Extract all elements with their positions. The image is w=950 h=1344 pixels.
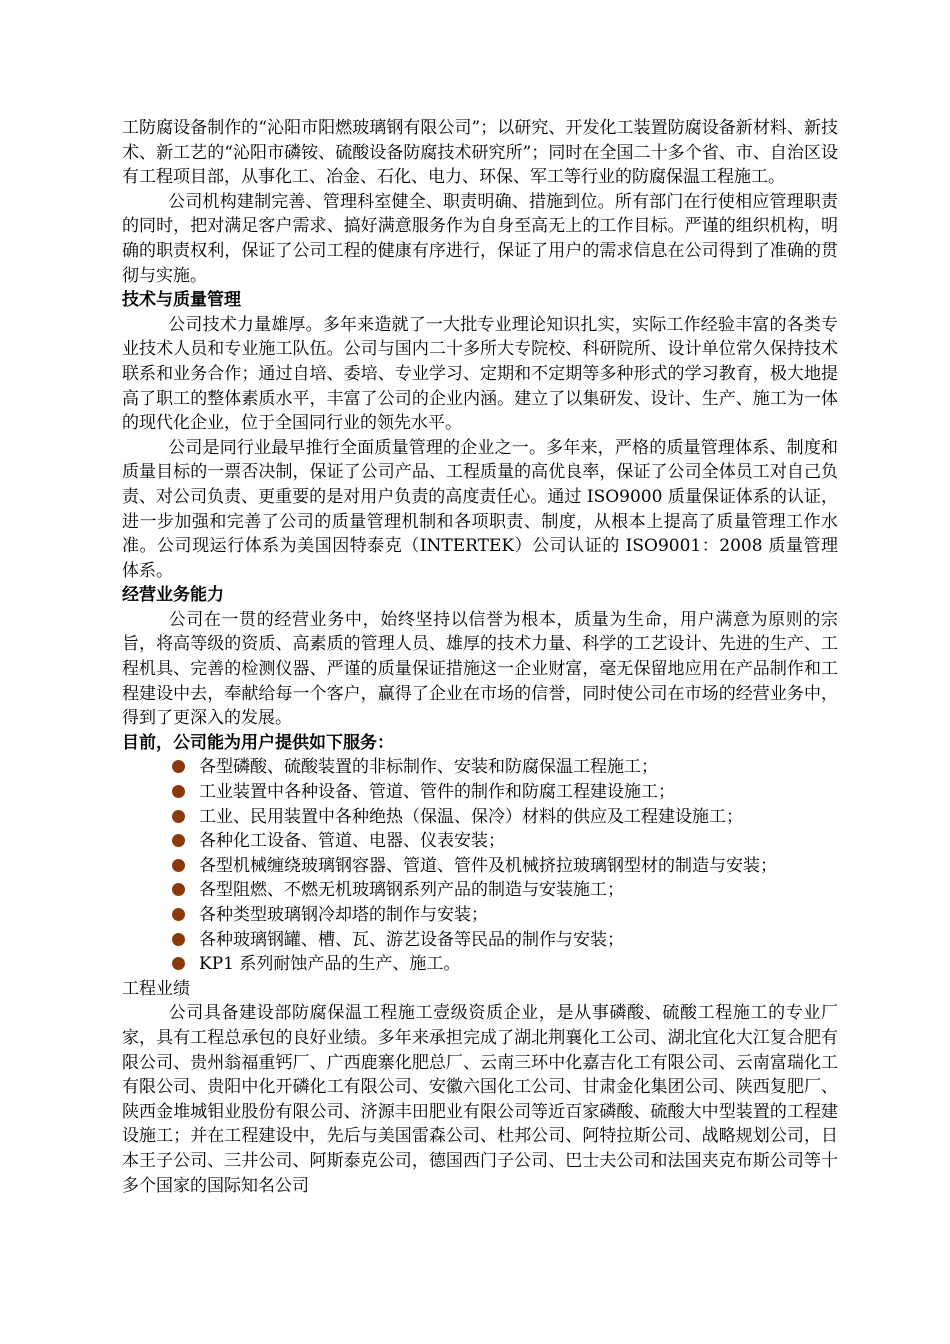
paragraph-project-record: 公司具备建设部防腐保温工程施工壹级资质企业，是从事磷酸、硫酸工程施工的专业厂家，具有工程总承包的良好业绩。多年来承担完成了湖北荆襄化工公司、湖北宜化大江复合肥有限公司、贵州翁福重钙厂、广西鹿寨化肥总厂、云南三环中化嘉吉化工有限公司、云南富瑞化工有限公司、贵阳中化开磷化工有限公司、安徽六国化工公司、甘肃金化集团公司、陕西复肥厂、陕西金堆城钼业股份有限公司、济源丰田肥业有限公司等近百家磷酸、硫酸大中型装置的工程建设施工；并在工程建设中，先后与美国雷森公司、杜邦公司、阿特拉斯公司、战略规划公司，日本王子公司、三井公司、阿斯泰克公司，德国西门子公司、巴士夫公司和法国夹克布斯公司等十多个国家的国际知名公司 bbox=[122, 1003, 838, 1196]
document-body bbox=[122, 116, 838, 1198]
heading-tech-quality: 技术与质量管理 bbox=[122, 290, 241, 311]
paragraph-quality-management: 公司是同行业最早推行全面质量管理的企业之一。多年来，严格的质量管理体系、制度和质量目标的一票否决制，保证了公司产品、工程质量的高优良率，保证了公司全体员工对自己负责、对公司负责、更重要的是对用户负责的高度责任心。通过 ISO9000 质量保证体系的认证，进一步加强和完善了公司的质量管理机制和各项职责、制度，从根本上提高了质量管理工作水准。公司现运行体系为美国因特泰克（INTERTEK）公司认证的 ISO9001：2008 质量管理体系。 bbox=[122, 437, 838, 581]
list-item: 工业、民用装置中各种绝热（保温、保冷）材料的供应及工程建设施工； bbox=[172, 805, 838, 830]
bullet-dot-icon bbox=[172, 859, 185, 872]
bullet-dot-icon bbox=[172, 760, 185, 773]
list-item: 各种类型玻璃钢冷却塔的制作与安装； bbox=[172, 903, 838, 928]
list-item: 各型机械缠绕玻璃钢容器、管道、管件及机械挤拉玻璃钢型材的制造与安装； bbox=[172, 854, 838, 879]
services-list bbox=[122, 755, 838, 976]
paragraph-business: 公司在一贯的经营业务中，始终坚持以信誉为根本，质量为生命，用户满意为原则的宗旨，将高等级的资质、高素质的管理人员、雄厚的技术力量、科学的工艺设计、先进的生产、工程机具、完善的检测仪器、严谨的质量保证措施这一企业财富，毫无保留地应用在产品制作和工程建设中去，奉献给每一个客户，赢得了企业在市场的信誉，同时使公司在市场的经营业务中，得到了更深入的发展。 bbox=[122, 609, 838, 729]
paragraph-tech-strength: 公司技术力量雄厚。多年来造就了一大批专业理论知识扎实，实际工作经验丰富的各类专业技术人员和专业施工队伍。公司与国内二十多所大专院校、科研院所、设计单位常久保持技术联系和业务合作；通过自培、委培、专业学习、定期和不定期等多种形式的学习教育，极大地提高了职工的整体素质水平，丰富了公司的企业内涵。建立了以集研发、设计、生产、施工为一体的现代化企业，位于全国同行业的领先水平。 bbox=[122, 314, 838, 434]
bullet-dot-icon bbox=[172, 834, 185, 847]
paragraph-organization: 公司机构建制完善、管理科室健全、职责明确、措施到位。所有部门在行使相应管理职责的同时，把对满足客户需求、搞好满意服务作为自身至高无上的工作目标。严谨的组织机构，明确的职责权利，保证了公司工程的健康有序进行，保证了用户的需求信息在公司得到了准确的贯彻与实施。 bbox=[122, 191, 838, 286]
heading-project-record: 工程业绩 bbox=[122, 978, 190, 999]
bullet-dot-icon bbox=[172, 933, 185, 946]
bullet-dot-icon bbox=[172, 908, 185, 921]
bullet-dot-icon bbox=[172, 810, 185, 823]
bullet-dot-icon bbox=[172, 957, 185, 970]
list-item: KP1 系列耐蚀产品的生产、施工。 bbox=[172, 952, 838, 977]
list-item: 各型阻燃、不燃无机玻璃钢系列产品的制造与安装施工； bbox=[172, 878, 838, 903]
list-item: 各种玻璃钢罐、槽、瓦、游艺设备等民品的制作与安装； bbox=[172, 928, 838, 953]
heading-services: 目前，公司能为用户提供如下服务： bbox=[122, 732, 394, 753]
list-item: 工业装置中各种设备、管道、管件的制作和防腐工程建设施工； bbox=[172, 780, 838, 805]
list-item: 各型磷酸、硫酸装置的非标制作、安装和防腐保温工程施工； bbox=[172, 755, 838, 780]
paragraph-company-intro: 工防腐设备制作的“沁阳市阳燃玻璃钢有限公司”；以研究、开发化工装置防腐设备新材料、新技术、新工艺的“沁阳市磷铵、硫酸设备防腐技术研究所”；同时在全国二十多个省、市、自治区设有工程项目部，从事化工、冶金、石化、电力、环保、军工等行业的防腐保温工程施工。 bbox=[122, 118, 838, 188]
bullet-dot-icon bbox=[172, 883, 185, 896]
bullet-dot-icon bbox=[172, 785, 185, 798]
heading-business-capability: 经营业务能力 bbox=[122, 585, 224, 606]
list-item: 各种化工设备、管道、电器、仪表安装； bbox=[172, 829, 838, 854]
